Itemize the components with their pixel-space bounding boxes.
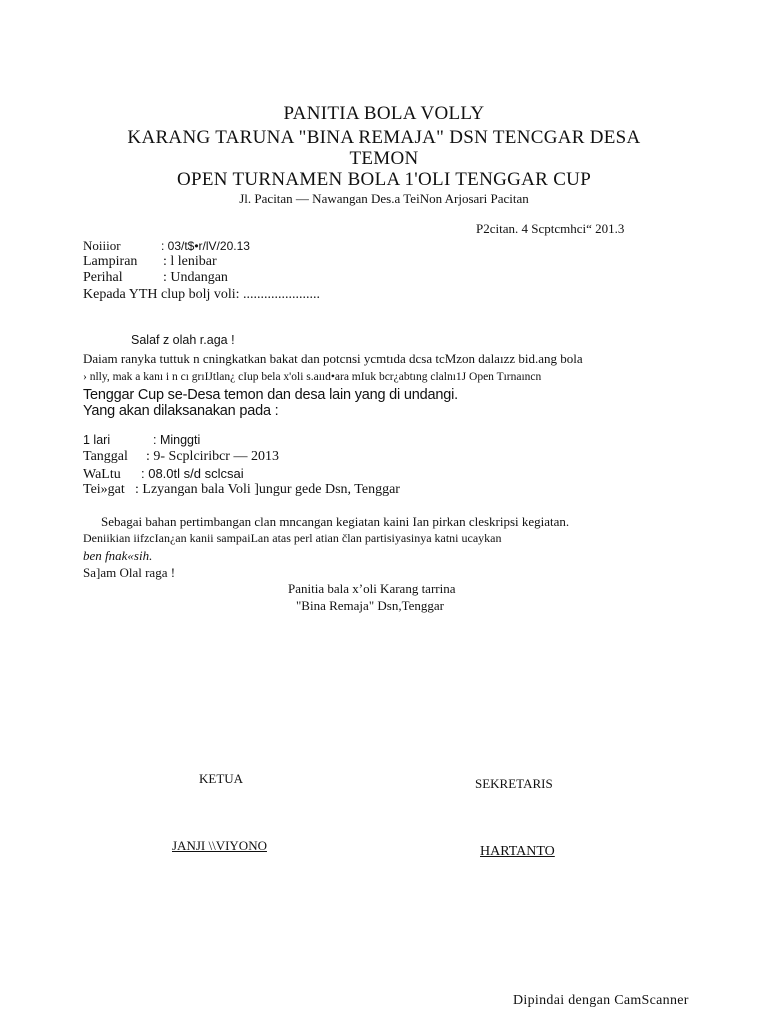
perihal-label: Perihal [83, 270, 123, 285]
ketua-name: JANJI \\VIYONO [172, 838, 267, 853]
body-line-4: Yang akan dilaksanakan pada : [83, 403, 279, 419]
place-date: P2citan. 4 Scptcmhci“ 201.3 [476, 221, 625, 236]
nomor-row [83, 238, 250, 254]
tempat-label: Tei»gat [83, 482, 125, 497]
address-line: Jl. Pacitan — Nawangan Des.a TeiNon Arjosari Pacitan [239, 191, 529, 206]
lampiran-value: : l lenibar [163, 254, 217, 269]
waktu-value: : 08.0tl s/d sclcsai [141, 466, 244, 481]
closing-line-4: Sa]am Olal raga ! [83, 565, 176, 580]
nomor-label: Noiiior [83, 238, 121, 253]
greeting: Salaf z olah r.aga ! [131, 333, 235, 347]
tempat-value: : Lzyangan bala Voli ]ungur gede Dsn, Tenggar [135, 482, 400, 497]
committee-line-1: Panitia bala x’oli Karang tarrina [288, 581, 456, 596]
hari-row [83, 433, 200, 447]
tempat-row [83, 482, 400, 498]
waktu-row [83, 465, 244, 483]
org-title: PANITIA BOLA VOLLY [283, 103, 485, 124]
perihal-row [83, 270, 228, 286]
scanner-watermark: Dipindai dengan CamScanner [513, 993, 689, 1008]
closing-line-1: Sebagai bahan pertimbangan clan mncangan kegiatan kaini Ian pirkan cleskripsi kegiatan. [101, 514, 570, 529]
org-subtitle: KARANG TARUNA "BINA REMAJA" DSN TENCGAR DESA [127, 127, 641, 148]
lampiran-row [83, 254, 217, 270]
hari-value: : Minggti [153, 433, 201, 447]
hari-label: 1 lari [83, 433, 111, 447]
closing-line-3 [83, 548, 152, 564]
body-line-3: Tenggar Cup se-Desa temon dan desa lain yang di undangi. [83, 387, 458, 403]
body-line-1: Daiam ranyka tuttuk n cningkatkan bakat dan potcnsi ycmtıda dcsa tcMzon dalaızz bid.ang bola [83, 351, 583, 366]
sekretaris-name: HARTANTO [480, 844, 555, 859]
closing-thanks: ben fnak«sih. [83, 548, 153, 563]
body-line-2: › nlly, mak a kanı i n cı grıIJtlan¿ cIup bela x'oli s.aııd•ara mIuk bcr¿abtıng clalnı1J Open Tırnaıncn [83, 371, 542, 383]
tanggal-value: : 9- Scplciribcr — 2013 [146, 449, 279, 464]
org-subtitle-cont: TEMON [349, 148, 419, 169]
ketua-title: KETUA [199, 771, 244, 786]
closing-line-2: Deniikian iifzcIan¿an kanii sampaiLan atas perl atian član partisiyasinya katni ucaykan [83, 531, 502, 545]
nomor-value: : 03/t$•r/lV/20.13 [161, 239, 250, 253]
tanggal-row [83, 449, 279, 465]
event-title: OPEN TURNAMEN BOLA 1'OLI TENGGAR CUP [176, 169, 592, 190]
lampiran-label: Lampiran [83, 254, 138, 269]
waktu-label: WaLtu [83, 467, 121, 482]
perihal-value: : Undangan [163, 270, 228, 285]
recipient-line: Kepada YTH clup bolj voli: ...................... [83, 287, 321, 302]
committee-line-2: "Bina Remaja" Dsn,Tenggar [296, 598, 444, 613]
sekretaris-title: SEKRETARIS [475, 776, 553, 791]
tanggal-label: Tanggal [83, 449, 128, 464]
